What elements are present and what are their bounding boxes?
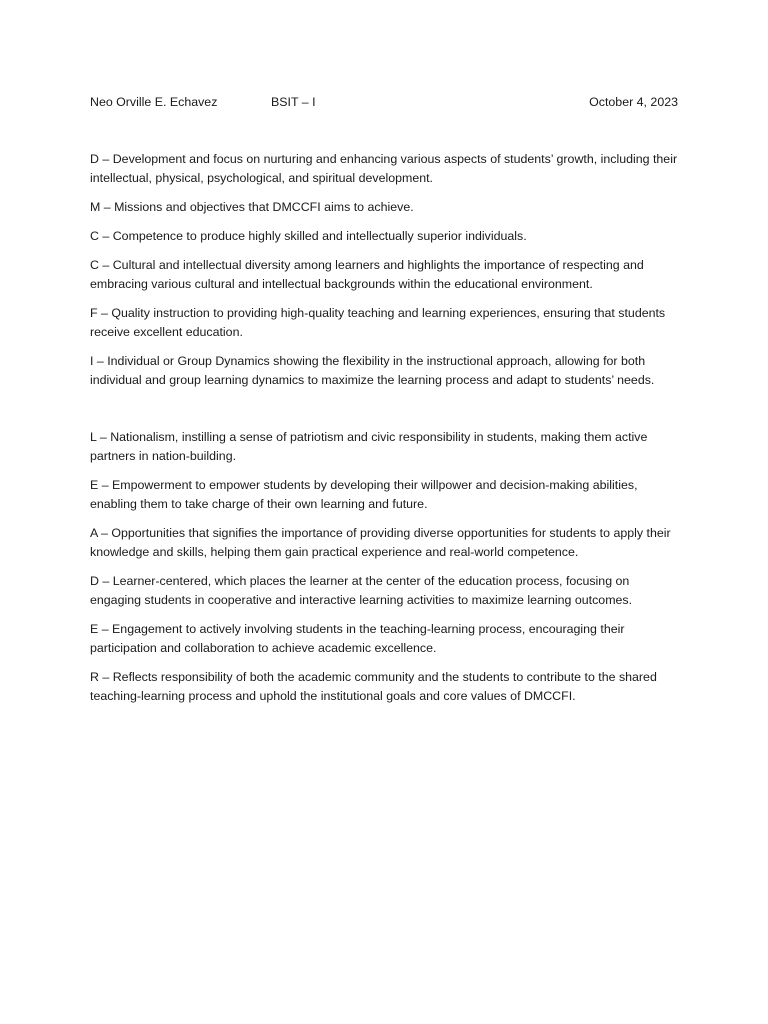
paragraph-f-quality-instruction: F – Quality instruction to providing high-quality teaching and learning experiences, ensuring that students receive excellent education. (90, 306, 666, 339)
paragraph-c-cultural-diversity: C – Cultural and intellectual diversity among learners and highlights the importance of respecting and embracing various cultural and intellectual backgrounds within the educational environment. (90, 258, 644, 291)
paragraph-l-nationalism: L – Nationalism, instilling a sense of patriotism and civic responsibility in students, making them active partners in nation-building. (90, 430, 648, 463)
paragraph-e-empowerment: E – Empowerment to empower students by developing their willpower and decision-making abilities, enabling them to take charge of their own learning and future. (90, 478, 638, 511)
paragraph-r-reflects-responsibility: R – Reflects responsibility of both the academic community and the students to contribute to the shared teaching-learning process and uphold the institutional goals and core values of DMCCFI. (90, 670, 657, 703)
paragraph-d-development: D – Development and focus on nurturing and enhancing various aspects of students’ growth, including their intellectual, physical, psychological, and spiritual development. (90, 152, 678, 185)
paragraph-d-learner-centered: D – Learner-centered, which places the learner at the center of the education process, focusing on engaging students in cooperative and interactive learning activities to maximize learning outcomes. (90, 574, 633, 607)
course-section: BSIT – I (271, 95, 316, 109)
document-body (90, 150, 680, 716)
paragraph-m-missions: M – Missions and objectives that DMCCFI aims to achieve. (90, 200, 414, 214)
paragraph-e-engagement: E – Engagement to actively involving students in the teaching-learning process, encouraging their participation and collaboration to achieve academic excellence. (90, 622, 625, 655)
document-date: October 4, 2023 (589, 95, 678, 109)
paragraph-a-opportunities: A – Opportunities that signifies the importance of providing diverse opportunities for students to apply their knowledge and skills, helping them gain practical experience and real-world competence. (90, 526, 671, 559)
paragraph-i-group-dynamics: I – Individual or Group Dynamics showing the flexibility in the instructional approach, allowing for both individual and group learning dynamics to maximize the learning process and adapt to students’ needs. (90, 354, 655, 387)
author-name: Neo Orville E. Echavez (90, 95, 218, 109)
paragraph-c-competence: C – Competence to produce highly skilled and intellectually superior individuals. (90, 229, 527, 243)
document-header (90, 93, 678, 111)
